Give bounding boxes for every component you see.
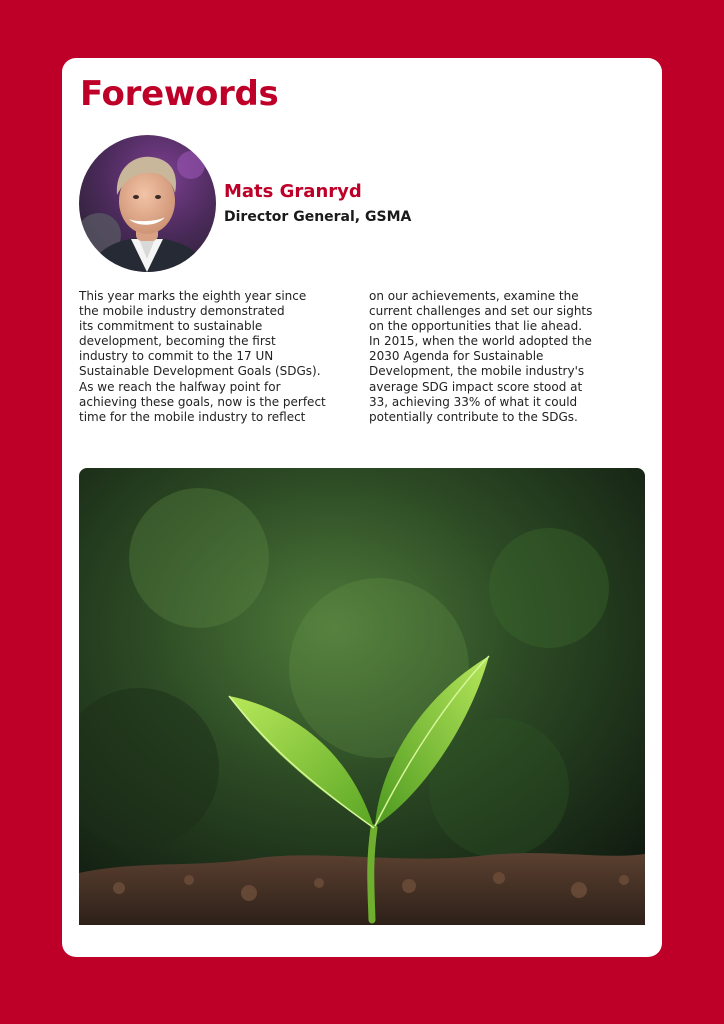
body-line: development, becoming the first — [79, 334, 276, 349]
body-line: Development, the mobile industry's — [369, 364, 585, 379]
body-column-left — [79, 289, 347, 425]
person-portrait-icon — [79, 135, 216, 272]
body-line: its commitment to sustainable — [79, 319, 263, 334]
body-column-right — [369, 289, 631, 425]
seedling-photo — [79, 468, 645, 925]
body-line: potentially contribute to the SDGs. — [369, 409, 578, 424]
body-line: 33, achieving 33% of what it could — [369, 394, 578, 409]
seedling-icon — [79, 468, 645, 925]
body-line: Sustainable Development Goals (SDGs). — [79, 364, 321, 379]
body-line: In 2015, when the world adopted the — [369, 334, 592, 349]
body-line: industry to commit to the 17 UN — [79, 349, 274, 364]
body-line: achieving these goals, now is the perfect — [79, 394, 326, 409]
body-line: on our achievements, examine the — [369, 289, 579, 303]
speaker-portrait — [79, 135, 216, 272]
body-line: average SDG impact score stood at — [369, 379, 583, 394]
body-line: on the opportunities that lie ahead. — [369, 319, 583, 334]
foreword-card — [62, 58, 662, 957]
body-line: current challenges and set our sights — [369, 304, 593, 319]
body-line: time for the mobile industry to reflect — [79, 409, 306, 424]
body-line: This year marks the eighth year since — [79, 289, 307, 303]
body-line: the mobile industry demonstrated — [79, 304, 285, 319]
page-title: Forewords — [80, 74, 279, 114]
body-line: As we reach the halfway point for — [79, 379, 281, 394]
speaker-name: Mats Granryd — [224, 181, 362, 202]
body-line: 2030 Agenda for Sustainable — [369, 349, 544, 364]
speaker-role: Director General, GSMA — [224, 209, 412, 225]
